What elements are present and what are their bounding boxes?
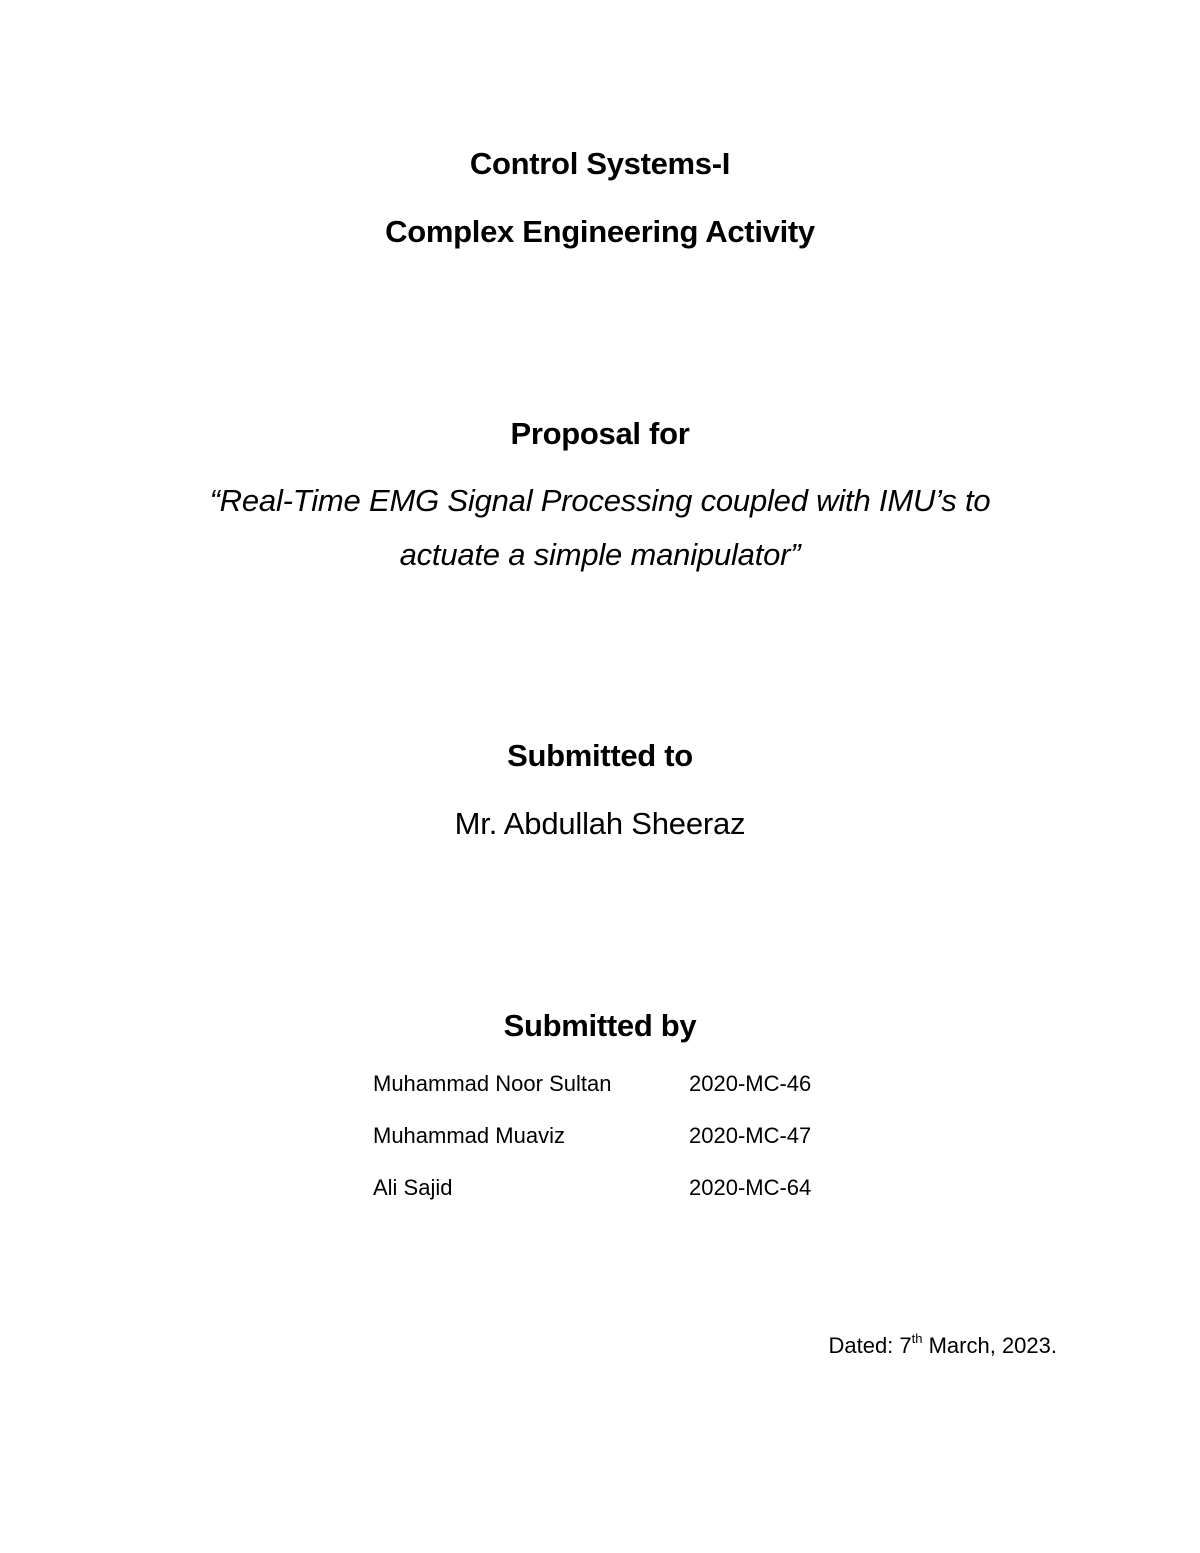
member-row: [373, 1123, 873, 1175]
date-rest: March, 2023.: [922, 1333, 1057, 1358]
member-name: Muhammad Noor Sultan: [373, 1071, 612, 1096]
submission-date: [828, 1333, 1057, 1359]
date-label: Dated: 7: [828, 1333, 912, 1358]
recipient-name: Mr. Abdullah Sheeraz: [454, 806, 746, 841]
submitted-by-heading: Submitted by: [503, 1008, 697, 1043]
activity-title: Complex Engineering Activity: [385, 214, 815, 249]
proposal-title-line-2: actuate a simple manipulator”: [399, 537, 801, 572]
members-list: [373, 1071, 873, 1227]
date-ordinal-suffix: th: [911, 1331, 923, 1346]
submitted-to-heading: Submitted to: [507, 738, 693, 773]
member-row: [373, 1175, 873, 1227]
member-row: [373, 1071, 873, 1123]
member-id: 2020-MC-47: [689, 1123, 812, 1148]
proposal-heading: Proposal for: [510, 416, 690, 451]
member-id: 2020-MC-46: [689, 1071, 812, 1096]
member-id: 2020-MC-64: [689, 1175, 812, 1200]
course-title: Control Systems-I: [469, 146, 731, 181]
proposal-title-line-1: “Real-Time EMG Signal Processing coupled with IMU’s to: [209, 483, 991, 518]
member-name: Muhammad Muaviz: [373, 1123, 565, 1148]
member-name: Ali Sajid: [373, 1175, 453, 1200]
